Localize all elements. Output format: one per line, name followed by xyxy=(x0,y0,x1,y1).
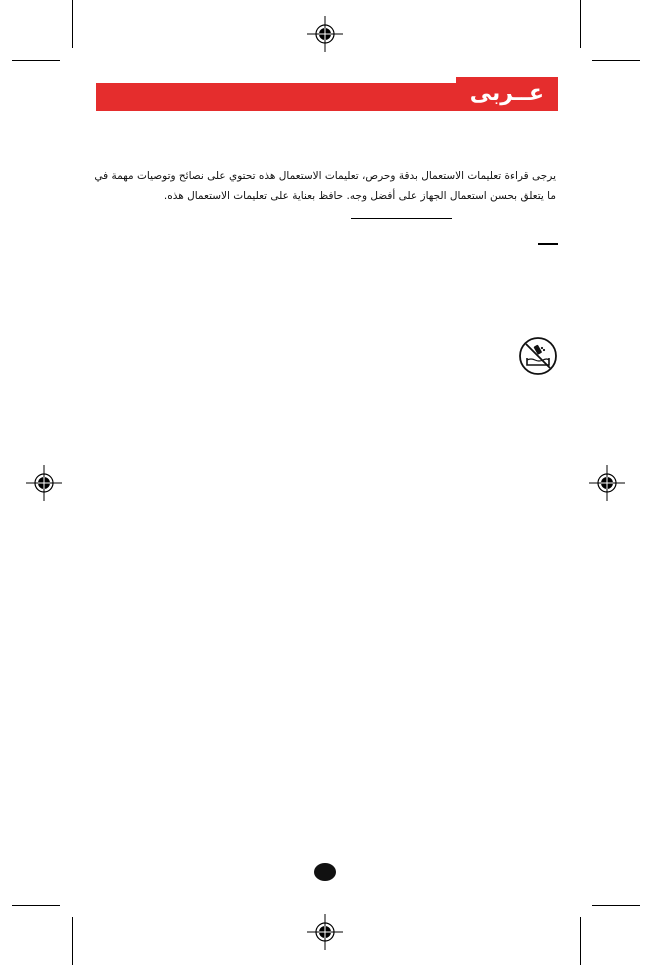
crop-mark xyxy=(580,0,581,48)
section-dash xyxy=(538,243,558,245)
language-label: عــربى xyxy=(456,77,558,111)
registration-target-icon xyxy=(589,465,625,501)
intro-paragraph: يرجى قراءة تعليمات الاستعمال بدقة وحرص، تعليمات الاستعمال هذه تحتوي على نصائح وتوصيات مهمة في ما يتعلق بحسن استعمال الجهاز على أفضل وجه. حافظ بعناية على تعليمات الاستعمال هذه. xyxy=(94,170,556,202)
registration-target-icon xyxy=(307,914,343,950)
crop-mark xyxy=(72,0,73,48)
crop-mark xyxy=(12,60,60,61)
language-header-bar xyxy=(96,83,558,111)
section-rule xyxy=(351,218,452,219)
crop-mark xyxy=(12,905,60,906)
crop-mark xyxy=(580,917,581,965)
crop-mark xyxy=(592,60,640,61)
crop-mark xyxy=(72,917,73,965)
registration-target-icon xyxy=(26,465,62,501)
no-immersion-icon xyxy=(518,336,558,376)
registration-target-icon xyxy=(307,16,343,52)
crop-mark xyxy=(592,905,640,906)
page-number-badge xyxy=(314,863,336,881)
